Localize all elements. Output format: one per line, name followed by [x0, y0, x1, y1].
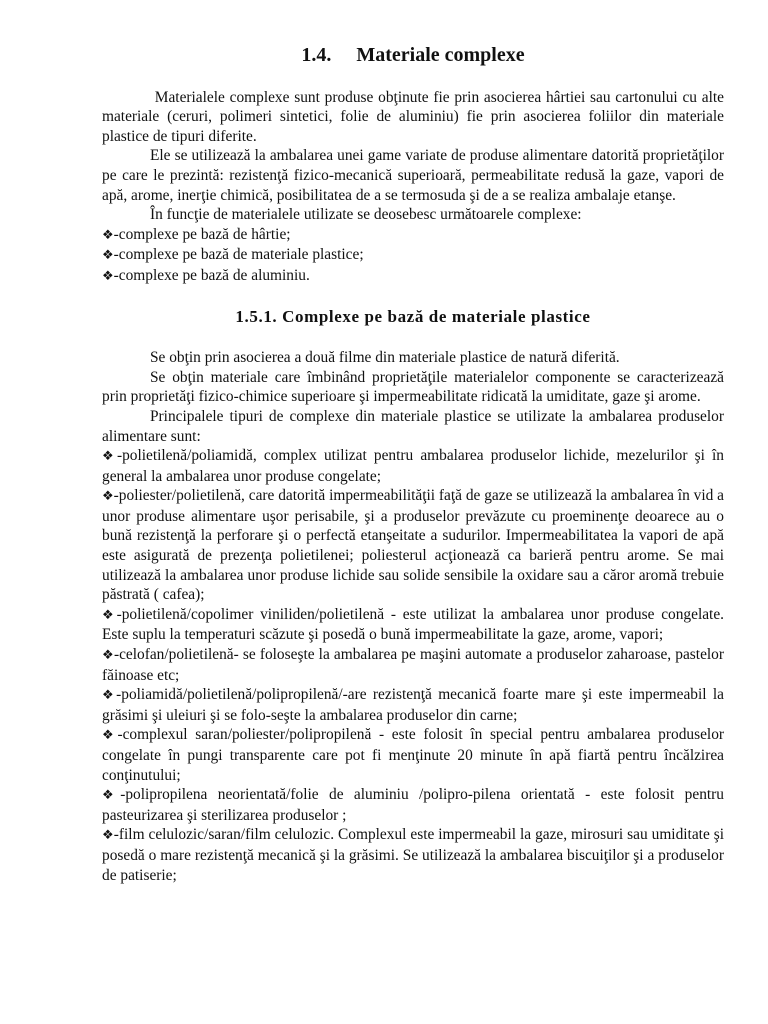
diamond-bullet-icon: ❖: [102, 788, 121, 804]
list-item: ❖-polietilenă/poliamidă, complex utilizat pentru ambalarea produselor lichide, mezelurilor şi în general la ambalarea unor produse congelate;: [102, 447, 724, 485]
section-title: Materiale complexe: [356, 44, 525, 66]
usage-text: Ele se utilizează la ambalarea unei game variate de produse alimentare datorită proprietăţilor pe care le prezintă: rezistenţă fizico-mecanică superioară, permeabilitate redusă la gaze, vapori de apă, arome, inerţie chimică, posibilitatea de a se termosuda şi de a se realiza ambalaje etanşe.: [102, 147, 724, 204]
diamond-bullet-icon: ❖: [102, 268, 114, 284]
plastic-complexes-list: [102, 446, 724, 885]
usage-paragraph: [102, 146, 724, 205]
list-item: ❖-poliester/polietilenă, care datorită impermeabilităţii faţă de gaze se utilizează la ambalarea în vid a unor produse alimentare uşor perisabile, şi a produselor prevăzute cu proeminenţe deoarece au o bună rezistenţă la perforare şi o perfectă etanşeitate a sudurilor. Impermeabilitatea la vapori de apă este asigurată de prezenţa polietilenei; poliesterul acţionează ca barieră pentru arome. Se mai utilizează la ambalarea unor produse lichide sau solide sensibile la oxidare sau a căror aromă trebuie păstrată ( cafea);: [102, 487, 724, 604]
plastic-paragraph-2: Se obţin materiale care îmbinând proprietăţile materialelor componente se caracterizează prin proprietăţi fizico-chimice superioare şi impermeabilitate ridicată la umiditate, gaze şi arome.: [102, 368, 724, 406]
diamond-bullet-icon: ❖: [102, 648, 114, 664]
diamond-bullet-icon: ❖: [102, 728, 118, 744]
subsection-heading: 1.5.1. Complexe pe bază de materiale plastice: [235, 306, 591, 326]
list-item: ❖-complexul saran/poliester/polipropilenă - este folosit în special pentru ambalarea produselor congelate în pungi transparente care pot fi menţinute 20 minute în apă fiartă pentru încălzirea conţinutului;: [102, 726, 725, 784]
types-intro-text: În funcţie de materialele utilizate se deosebesc următoarele complexe:: [150, 206, 582, 224]
section-number: 1.4.: [301, 44, 332, 66]
section-heading: [102, 46, 724, 66]
diamond-bullet-icon: ❖: [102, 227, 114, 243]
diamond-bullet-icon: ❖: [102, 688, 117, 704]
diamond-bullet-icon: ❖: [102, 248, 114, 264]
complex-types-list: [102, 225, 724, 287]
list-item: ❖-poliamidă/polietilenă/polipropilenă/-are rezistenţă mecanică foarte mare şi este impermeabil la grăsimi şi uleiuri şi se folo-seşte la ambalarea produselor din carne;: [102, 686, 724, 724]
list-item: ❖-polipropilena neorientată/folie de aluminiu /polipro-pilena orientată - este folosit pentru pasteurizarea şi sterilizarea produselor ;: [102, 786, 724, 824]
list-item: ❖-celofan/polietilenă- se foloseşte la ambalarea pe maşini automate a produselor zaharoase, pastelor făinoase etc;: [102, 646, 724, 684]
plastic-paragraph-1: Se obţin prin asocierea a două filme din materiale plastice de natură diferită.: [150, 349, 620, 367]
document-page: [102, 40, 724, 885]
intro-paragraph: [102, 88, 724, 147]
diamond-bullet-icon: ❖: [102, 607, 117, 623]
intro-text: Materialele complexe sunt produse obţinute fie prin asocierea hârtiei sau cartonului cu alte materiale (ceruri, polimeri sintetici, folie de aluminiu) fie prin asocierea foliilor din materiale plastice de tipuri diferite.: [102, 88, 724, 145]
list-item: ❖-complexe pe bază de hârtie;: [102, 225, 291, 243]
list-item: ❖-polietilenă/copolimer viniliden/polietilenă - este utilizat la ambalarea unor produse congelate. Este suplu la temperaturi scăzute şi posedă o bună impermeabilitate la gaze, arome, vapori;: [102, 605, 725, 644]
diamond-bullet-icon: ❖: [102, 489, 114, 505]
diamond-bullet-icon: ❖: [102, 828, 114, 844]
plastic-paragraph-3: Principalele tipuri de complexe din materiale plastice se utilizate la ambalarea produselor alimentare sunt:: [102, 407, 724, 445]
diamond-bullet-icon: ❖: [102, 449, 117, 465]
list-item: ❖-film celulozic/saran/film celulozic. Complexul este impermeabil la gaze, mirosuri sau umiditate şi posedă o mare rezistenţă mecanică şi la grăsimi. Se utilizează la ambalarea biscuiţilor şi a produselor de patiserie;: [102, 826, 724, 884]
types-intro-paragraph: [102, 205, 724, 225]
list-item: ❖-complexe pe bază de aluminiu.: [102, 266, 310, 284]
list-item: ❖-complexe pe bază de materiale plastice;: [102, 246, 364, 264]
